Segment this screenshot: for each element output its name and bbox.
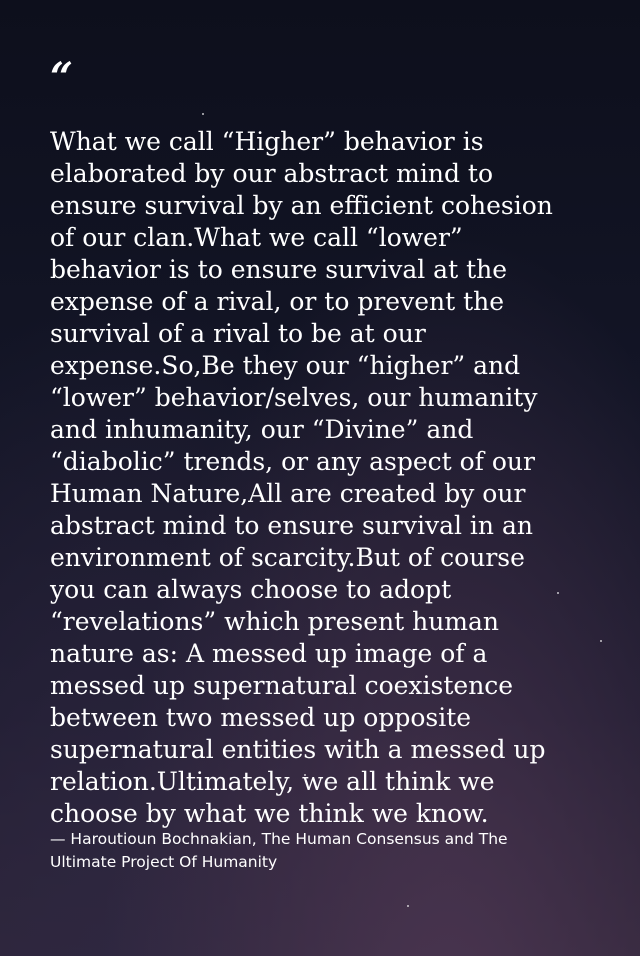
quote-line: expense of a rival, or to prevent the [50,287,505,316]
quote-text [50,126,606,830]
quote-line: and inhumanity, our “Divine” and [50,415,474,444]
quote-line: between two messed up opposite [50,703,472,732]
quote-line: choose by what we think we know. [50,799,489,828]
quote-line: expense.So,Be they our “higher” and [50,351,521,380]
quote-line: you can always choose to adopt [50,575,452,604]
quote-line: survival of a rival to be at our [50,319,426,348]
quote-line: elaborated by our abstract mind to [50,159,494,188]
opening-quote-mark: “ [50,54,74,101]
quote-line: nature as: A messed up image of a [50,639,488,668]
quote-line: What we call “Higher” behavior is [50,127,484,156]
attribution-line: Ultimate Project Of Humanity [50,853,278,871]
quote-line: behavior is to ensure survival at the [50,255,508,284]
quote-line: “revelations” which present human [50,607,500,636]
star [407,905,409,907]
quote-line: “diabolic” trends, or any aspect of our [50,447,535,476]
quote-line: abstract mind to ensure survival in an [50,511,533,540]
quote-line: of our clan.What we call “lower” [50,223,463,252]
quote-line: Human Nature,All are created by our [50,479,526,508]
star [202,113,204,115]
quote-line: environment of scarcity.But of course [50,543,525,572]
quote-line: supernatural entities with a messed up [50,735,546,764]
attribution-line: — Haroutioun Bochnakian, The Human Consensus and The [50,830,508,848]
quote-line: ensure survival by an efficient cohesion [50,191,553,220]
quote-line: messed up supernatural coexistence [50,671,514,700]
quote-line: “lower” behavior/selves, our humanity [50,383,538,412]
quote-attribution [50,828,610,874]
quote-line: relation.Ultimately, we all think we [50,767,495,796]
